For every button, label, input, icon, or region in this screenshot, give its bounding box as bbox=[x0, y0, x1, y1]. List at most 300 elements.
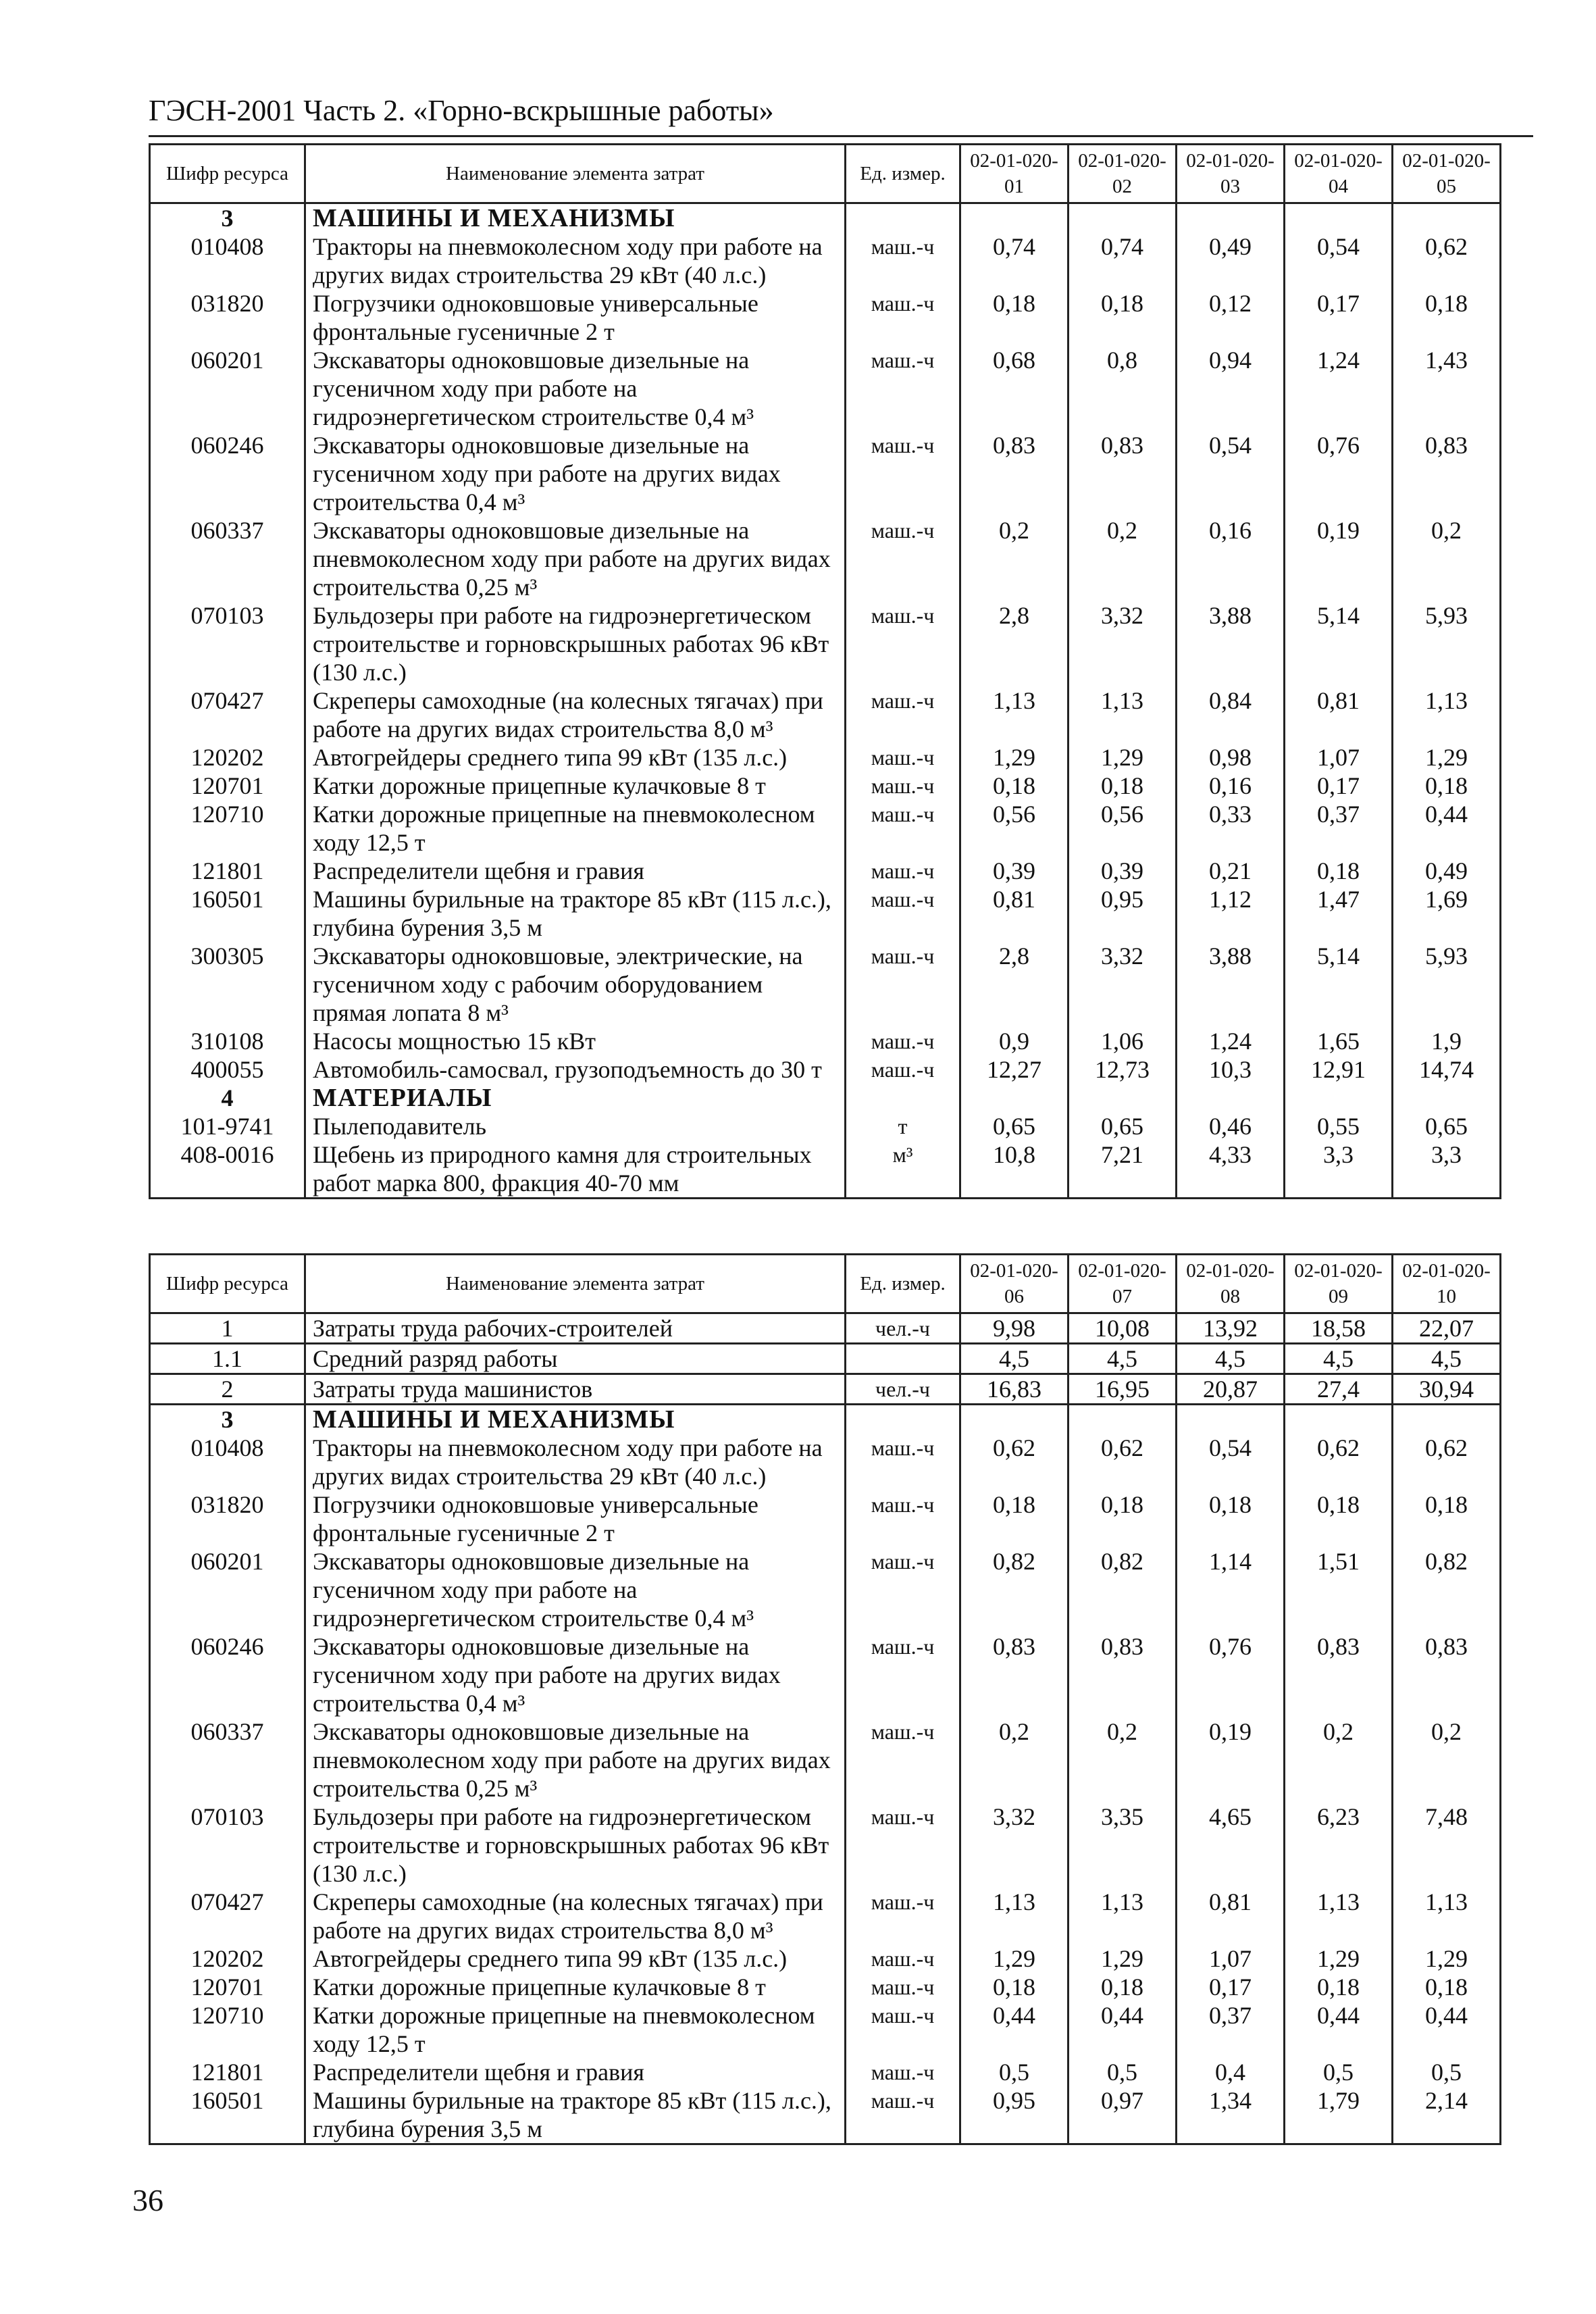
table-row bbox=[150, 1313, 1501, 1344]
value-cell: 3,32 bbox=[1069, 942, 1177, 1027]
value-cell: 4,5 bbox=[1069, 1344, 1177, 1374]
value-cell: 1,29 bbox=[960, 1944, 1069, 1973]
value-cell: 0,12 bbox=[1177, 289, 1285, 346]
value-cell: 0,18 bbox=[1177, 1490, 1285, 1547]
value-cell bbox=[1393, 1084, 1501, 1112]
value-cell: 0,83 bbox=[1285, 1632, 1393, 1717]
unit-cell: маш.-ч bbox=[846, 1973, 960, 2001]
table-body bbox=[150, 203, 1501, 1199]
page-header: ГЭСН-2001 Часть 2. «Горно-вскрышные работы» bbox=[149, 94, 774, 127]
value-cell: 0,44 bbox=[1393, 2001, 1501, 2058]
table-row bbox=[150, 1055, 1501, 1084]
table-header-row bbox=[150, 1255, 1501, 1313]
resource-name: Пылеподавитель bbox=[305, 1112, 846, 1140]
header-col: 02-01-020-10 bbox=[1393, 1255, 1501, 1313]
resource-name: Затраты труда рабочих-строителей bbox=[305, 1313, 846, 1344]
header-col: 02-01-020-01 bbox=[960, 145, 1069, 203]
resource-code: 408-0016 bbox=[150, 1140, 305, 1199]
value-cell: 0,65 bbox=[960, 1112, 1069, 1140]
value-cell: 0,2 bbox=[1393, 516, 1501, 601]
value-cell: 0,4 bbox=[1177, 2058, 1285, 2086]
value-cell: 0,2 bbox=[1285, 1717, 1393, 1803]
resource-name: Насосы мощностью 15 кВт bbox=[305, 1027, 846, 1055]
value-cell: 0,18 bbox=[960, 289, 1069, 346]
resource-name: Бульдозеры при работе на гидроэнергетическом строительстве и горновскрышных работах 96 кВт (130 л.с.) bbox=[305, 601, 846, 686]
value-cell: 0,2 bbox=[1069, 1717, 1177, 1803]
value-cell: 0,18 bbox=[1285, 1490, 1393, 1547]
value-cell: 22,07 bbox=[1393, 1313, 1501, 1344]
resource-code: 120701 bbox=[150, 1973, 305, 2001]
unit-cell: маш.-ч bbox=[846, 232, 960, 289]
value-cell: 1,14 bbox=[1177, 1547, 1285, 1632]
value-cell: 1,79 bbox=[1285, 2086, 1393, 2144]
resource-code: 120701 bbox=[150, 772, 305, 800]
header-code: Шифр ресурса bbox=[150, 1255, 305, 1313]
value-cell: 14,74 bbox=[1393, 1055, 1501, 1084]
unit-cell: маш.-ч bbox=[846, 686, 960, 743]
section-title: МАШИНЫ И МЕХАНИЗМЫ bbox=[305, 203, 846, 233]
value-cell: 1,65 bbox=[1285, 1027, 1393, 1055]
value-cell: 9,98 bbox=[960, 1313, 1069, 1344]
value-cell: 0,44 bbox=[1069, 2001, 1177, 2058]
value-cell: 16,95 bbox=[1069, 1374, 1177, 1405]
value-cell: 13,92 bbox=[1177, 1313, 1285, 1344]
unit-cell: маш.-ч bbox=[846, 1717, 960, 1803]
table-row bbox=[150, 2086, 1501, 2144]
value-cell: 5,93 bbox=[1393, 601, 1501, 686]
value-cell: 1,13 bbox=[1393, 686, 1501, 743]
value-cell: 1,13 bbox=[1069, 686, 1177, 743]
value-cell: 0,56 bbox=[960, 800, 1069, 857]
value-cell: 1,24 bbox=[1177, 1027, 1285, 1055]
resource-name: Скреперы самоходные (на колесных тягачах) при работе на других видах строительства 8,0 м³ bbox=[305, 1888, 846, 1944]
value-cell: 0,39 bbox=[1069, 857, 1177, 885]
value-cell: 3,3 bbox=[1285, 1140, 1393, 1199]
resource-name: Тракторы на пневмоколесном ходу при работе на других видах строительства 29 кВт (40 л.с.) bbox=[305, 1434, 846, 1490]
table-row bbox=[150, 289, 1501, 346]
header-name: Наименование элемента затрат bbox=[305, 145, 846, 203]
table-row bbox=[150, 431, 1501, 516]
resource-code: 1 bbox=[150, 1313, 305, 1344]
value-cell: 5,14 bbox=[1285, 601, 1393, 686]
value-cell: 0,8 bbox=[1069, 346, 1177, 431]
value-cell: 0,65 bbox=[1069, 1112, 1177, 1140]
resource-name: Щебень из природного камня для строительных работ марка 800, фракция 40-70 мм bbox=[305, 1140, 846, 1199]
unit-cell bbox=[846, 1344, 960, 1374]
table-row bbox=[150, 1027, 1501, 1055]
value-cell: 3,88 bbox=[1177, 942, 1285, 1027]
resource-name: Погрузчики одноковшовые универсальные фронтальные гусеничные 2 т bbox=[305, 289, 846, 346]
value-cell: 1,13 bbox=[1393, 1888, 1501, 1944]
value-cell: 0,54 bbox=[1177, 431, 1285, 516]
value-cell: 5,14 bbox=[1285, 942, 1393, 1027]
unit-cell: маш.-ч bbox=[846, 516, 960, 601]
value-cell bbox=[960, 203, 1069, 233]
unit-cell bbox=[846, 1084, 960, 1112]
value-cell: 18,58 bbox=[1285, 1313, 1393, 1344]
value-cell bbox=[1177, 1405, 1285, 1434]
value-cell: 0,49 bbox=[1177, 232, 1285, 289]
value-cell: 1,29 bbox=[1069, 1944, 1177, 1973]
value-cell bbox=[1069, 1084, 1177, 1112]
value-cell: 0,19 bbox=[1285, 516, 1393, 601]
table-row bbox=[150, 1112, 1501, 1140]
value-cell: 1,13 bbox=[1069, 1888, 1177, 1944]
unit-cell: маш.-ч bbox=[846, 942, 960, 1027]
table-row bbox=[150, 1973, 1501, 2001]
value-cell: 0,18 bbox=[960, 1490, 1069, 1547]
value-cell: 1,69 bbox=[1393, 885, 1501, 942]
value-cell: 12,73 bbox=[1069, 1055, 1177, 1084]
value-cell: 0,62 bbox=[1069, 1434, 1177, 1490]
header-col: 02-01-020-04 bbox=[1285, 145, 1393, 203]
section-row bbox=[150, 1405, 1501, 1434]
value-cell bbox=[1285, 1405, 1393, 1434]
table-row bbox=[150, 743, 1501, 772]
value-cell: 1,43 bbox=[1393, 346, 1501, 431]
resource-name: Затраты труда машинистов bbox=[305, 1374, 846, 1405]
value-cell: 1,13 bbox=[1285, 1888, 1393, 1944]
value-cell: 10,3 bbox=[1177, 1055, 1285, 1084]
resource-code: 070103 bbox=[150, 601, 305, 686]
header-unit: Ед. измер. bbox=[846, 1255, 960, 1313]
value-cell: 0,17 bbox=[1177, 1973, 1285, 2001]
value-cell: 0,62 bbox=[1285, 1434, 1393, 1490]
value-cell bbox=[960, 1405, 1069, 1434]
value-cell: 0,18 bbox=[960, 1973, 1069, 2001]
value-cell bbox=[1285, 203, 1393, 233]
value-cell: 0,18 bbox=[1069, 772, 1177, 800]
resource-name: Средний разряд работы bbox=[305, 1344, 846, 1374]
resource-code: 031820 bbox=[150, 1490, 305, 1547]
resource-code: 121801 bbox=[150, 2058, 305, 2086]
value-cell: 0,74 bbox=[960, 232, 1069, 289]
value-cell: 0,44 bbox=[960, 2001, 1069, 2058]
value-cell: 3,88 bbox=[1177, 601, 1285, 686]
value-cell: 2,14 bbox=[1393, 2086, 1501, 2144]
header-rule bbox=[149, 135, 1533, 137]
value-cell: 0,18 bbox=[1069, 1973, 1177, 2001]
value-cell: 7,48 bbox=[1393, 1803, 1501, 1888]
value-cell: 3,32 bbox=[1069, 601, 1177, 686]
value-cell: 3,35 bbox=[1069, 1803, 1177, 1888]
table-row bbox=[150, 1888, 1501, 1944]
resource-code: 120710 bbox=[150, 800, 305, 857]
unit-cell: маш.-ч bbox=[846, 1632, 960, 1717]
table-row bbox=[150, 1803, 1501, 1888]
table-row bbox=[150, 1547, 1501, 1632]
value-cell: 1,24 bbox=[1285, 346, 1393, 431]
table-row bbox=[150, 2001, 1501, 2058]
value-cell: 0,5 bbox=[960, 2058, 1069, 2086]
value-cell: 4,5 bbox=[1177, 1344, 1285, 1374]
unit-cell: маш.-ч bbox=[846, 800, 960, 857]
resource-name: Распределители щебня и гравия bbox=[305, 2058, 846, 2086]
header-name: Наименование элемента затрат bbox=[305, 1255, 846, 1313]
section-row bbox=[150, 1084, 1501, 1112]
value-cell: 0,18 bbox=[1069, 1490, 1177, 1547]
value-cell bbox=[1069, 203, 1177, 233]
value-cell: 12,91 bbox=[1285, 1055, 1393, 1084]
resource-code: 060201 bbox=[150, 346, 305, 431]
resource-name: Катки дорожные прицепные кулачковые 8 т bbox=[305, 1973, 846, 2001]
resource-name: Погрузчики одноковшовые универсальные фронтальные гусеничные 2 т bbox=[305, 1490, 846, 1547]
value-cell: 1,51 bbox=[1285, 1547, 1393, 1632]
resource-code: 400055 bbox=[150, 1055, 305, 1084]
value-cell: 0,83 bbox=[1393, 1632, 1501, 1717]
value-cell: 5,93 bbox=[1393, 942, 1501, 1027]
resource-code: 3 bbox=[150, 203, 305, 233]
unit-cell: м³ bbox=[846, 1140, 960, 1199]
resource-table-1 bbox=[149, 143, 1501, 1199]
unit-cell: маш.-ч bbox=[846, 772, 960, 800]
resource-name: Экскаваторы одноковшовые дизельные на гусеничном ходу при работе на гидроэнергетическом строительстве 0,4 м³ bbox=[305, 346, 846, 431]
value-cell: 0,18 bbox=[1393, 1973, 1501, 2001]
value-cell bbox=[1393, 1405, 1501, 1434]
value-cell bbox=[1285, 1084, 1393, 1112]
value-cell: 0,74 bbox=[1069, 232, 1177, 289]
resource-name: Тракторы на пневмоколесном ходу при работе на других видах строительства 29 кВт (40 л.с.) bbox=[305, 232, 846, 289]
unit-cell: маш.-ч bbox=[846, 1547, 960, 1632]
table-row bbox=[150, 516, 1501, 601]
header-col: 02-01-020-02 bbox=[1069, 145, 1177, 203]
resource-code: 120202 bbox=[150, 1944, 305, 1973]
resource-name: Катки дорожные прицепные на пневмоколесном ходу 12,5 т bbox=[305, 2001, 846, 2058]
header-code: Шифр ресурса bbox=[150, 145, 305, 203]
unit-cell: маш.-ч bbox=[846, 1944, 960, 1973]
table-row bbox=[150, 1490, 1501, 1547]
value-cell: 1,29 bbox=[1069, 743, 1177, 772]
resource-code: 1.1 bbox=[150, 1344, 305, 1374]
value-cell: 0,18 bbox=[1285, 857, 1393, 885]
table-row bbox=[150, 1717, 1501, 1803]
value-cell: 0,81 bbox=[1177, 1888, 1285, 1944]
value-cell: 0,62 bbox=[1393, 232, 1501, 289]
value-cell: 0,2 bbox=[1393, 1717, 1501, 1803]
unit-cell bbox=[846, 203, 960, 233]
resource-code: 060246 bbox=[150, 1632, 305, 1717]
value-cell: 0,62 bbox=[1393, 1434, 1501, 1490]
table-row bbox=[150, 232, 1501, 289]
value-cell: 1,12 bbox=[1177, 885, 1285, 942]
value-cell bbox=[1177, 1084, 1285, 1112]
value-cell: 0,2 bbox=[1069, 516, 1177, 601]
resource-code: 060337 bbox=[150, 516, 305, 601]
value-cell: 0,18 bbox=[1393, 772, 1501, 800]
value-cell: 0,18 bbox=[1393, 289, 1501, 346]
resource-code: 300305 bbox=[150, 942, 305, 1027]
unit-cell: маш.-ч bbox=[846, 743, 960, 772]
table-row bbox=[150, 1344, 1501, 1374]
value-cell: 2,8 bbox=[960, 601, 1069, 686]
resource-name: Экскаваторы одноковшовые дизельные на пневмоколесном ходу при работе на других видах строительства 0,25 м³ bbox=[305, 516, 846, 601]
resource-code: 120710 bbox=[150, 2001, 305, 2058]
value-cell: 0,62 bbox=[960, 1434, 1069, 1490]
value-cell: 0,76 bbox=[1285, 431, 1393, 516]
value-cell: 0,81 bbox=[1285, 686, 1393, 743]
resource-code: 060201 bbox=[150, 1547, 305, 1632]
resource-name: Экскаваторы одноковшовые дизельные на пневмоколесном ходу при работе на других видах строительства 0,25 м³ bbox=[305, 1717, 846, 1803]
resource-name: Экскаваторы одноковшовые дизельные на гусеничном ходу при работе на других видах строительства 0,4 м³ bbox=[305, 1632, 846, 1717]
value-cell: 0,9 bbox=[960, 1027, 1069, 1055]
value-cell: 0,21 bbox=[1177, 857, 1285, 885]
value-cell: 27,4 bbox=[1285, 1374, 1393, 1405]
value-cell: 0,46 bbox=[1177, 1112, 1285, 1140]
value-cell: 0,94 bbox=[1177, 346, 1285, 431]
section-title: МАШИНЫ И МЕХАНИЗМЫ bbox=[305, 1405, 846, 1434]
unit-cell: маш.-ч bbox=[846, 601, 960, 686]
resource-name: Скреперы самоходные (на колесных тягачах) при работе на других видах строительства 8,0 м³ bbox=[305, 686, 846, 743]
table-row bbox=[150, 346, 1501, 431]
value-cell: 10,8 bbox=[960, 1140, 1069, 1199]
value-cell: 0,83 bbox=[1393, 431, 1501, 516]
unit-cell: чел.-ч bbox=[846, 1313, 960, 1344]
unit-cell: маш.-ч bbox=[846, 885, 960, 942]
value-cell: 10,08 bbox=[1069, 1313, 1177, 1344]
value-cell: 0,54 bbox=[1177, 1434, 1285, 1490]
value-cell: 0,83 bbox=[960, 431, 1069, 516]
value-cell: 0,16 bbox=[1177, 772, 1285, 800]
value-cell: 3,32 bbox=[960, 1803, 1069, 1888]
value-cell: 0,65 bbox=[1393, 1112, 1501, 1140]
unit-cell bbox=[846, 1405, 960, 1434]
value-cell: 0,68 bbox=[960, 346, 1069, 431]
resource-code: 3 bbox=[150, 1405, 305, 1434]
value-cell: 1,13 bbox=[960, 1888, 1069, 1944]
value-cell: 0,5 bbox=[1393, 2058, 1501, 2086]
resource-name: Машины бурильные на тракторе 85 кВт (115 л.с.), глубина бурения 3,5 м bbox=[305, 2086, 846, 2144]
header-col: 02-01-020-03 bbox=[1177, 145, 1285, 203]
value-cell: 0,33 bbox=[1177, 800, 1285, 857]
value-cell: 1,9 bbox=[1393, 1027, 1501, 1055]
table-row bbox=[150, 772, 1501, 800]
table-row bbox=[150, 885, 1501, 942]
header-col: 02-01-020-05 bbox=[1393, 145, 1501, 203]
resource-code: 070427 bbox=[150, 1888, 305, 1944]
table-row bbox=[150, 857, 1501, 885]
table-row bbox=[150, 1944, 1501, 1973]
value-cell bbox=[1069, 1405, 1177, 1434]
header-col: 02-01-020-06 bbox=[960, 1255, 1069, 1313]
unit-cell: маш.-ч bbox=[846, 1803, 960, 1888]
value-cell: 0,97 bbox=[1069, 2086, 1177, 2144]
resource-code: 4 bbox=[150, 1084, 305, 1112]
value-cell: 0,2 bbox=[960, 516, 1069, 601]
unit-cell: т bbox=[846, 1112, 960, 1140]
value-cell: 0,17 bbox=[1285, 289, 1393, 346]
value-cell: 0,84 bbox=[1177, 686, 1285, 743]
value-cell: 0,82 bbox=[1393, 1547, 1501, 1632]
resource-name: Катки дорожные прицепные на пневмоколесном ходу 12,5 т bbox=[305, 800, 846, 857]
header-col: 02-01-020-07 bbox=[1069, 1255, 1177, 1313]
resource-name: Бульдозеры при работе на гидроэнергетическом строительстве и горновскрышных работах 96 кВт (130 л.с.) bbox=[305, 1803, 846, 1888]
resource-code: 070103 bbox=[150, 1803, 305, 1888]
value-cell: 0,83 bbox=[1069, 1632, 1177, 1717]
value-cell: 0,55 bbox=[1285, 1112, 1393, 1140]
unit-cell: чел.-ч bbox=[846, 1374, 960, 1405]
value-cell: 20,87 bbox=[1177, 1374, 1285, 1405]
value-cell bbox=[960, 1084, 1069, 1112]
resource-name: Распределители щебня и гравия bbox=[305, 857, 846, 885]
table-row bbox=[150, 942, 1501, 1027]
value-cell: 0,2 bbox=[960, 1717, 1069, 1803]
table-row bbox=[150, 686, 1501, 743]
unit-cell: маш.-ч bbox=[846, 1055, 960, 1084]
resource-name: Автогрейдеры среднего типа 99 кВт (135 л.с.) bbox=[305, 743, 846, 772]
unit-cell: маш.-ч bbox=[846, 2086, 960, 2144]
unit-cell: маш.-ч bbox=[846, 1027, 960, 1055]
resource-name: Машины бурильные на тракторе 85 кВт (115 л.с.), глубина бурения 3,5 м bbox=[305, 885, 846, 942]
value-cell: 1,34 bbox=[1177, 2086, 1285, 2144]
value-cell: 1,29 bbox=[1393, 743, 1501, 772]
value-cell: 4,33 bbox=[1177, 1140, 1285, 1199]
resource-name: Катки дорожные прицепные кулачковые 8 т bbox=[305, 772, 846, 800]
unit-cell: маш.-ч bbox=[846, 2001, 960, 2058]
value-cell: 12,27 bbox=[960, 1055, 1069, 1084]
value-cell: 0,54 bbox=[1285, 232, 1393, 289]
value-cell: 30,94 bbox=[1393, 1374, 1501, 1405]
resource-code: 160501 bbox=[150, 2086, 305, 2144]
resource-code: 101-9741 bbox=[150, 1112, 305, 1140]
table-row bbox=[150, 800, 1501, 857]
section-row bbox=[150, 203, 1501, 233]
resource-name: Автомобиль-самосвал, грузоподъемность до 30 т bbox=[305, 1055, 846, 1084]
value-cell: 4,5 bbox=[1393, 1344, 1501, 1374]
value-cell: 0,44 bbox=[1285, 2001, 1393, 2058]
unit-cell: маш.-ч bbox=[846, 346, 960, 431]
table-row bbox=[150, 2058, 1501, 2086]
resource-code: 2 bbox=[150, 1374, 305, 1405]
table-row bbox=[150, 1434, 1501, 1490]
value-cell: 0,82 bbox=[1069, 1547, 1177, 1632]
value-cell: 2,8 bbox=[960, 942, 1069, 1027]
resource-code: 060337 bbox=[150, 1717, 305, 1803]
value-cell: 0,18 bbox=[1285, 1973, 1393, 2001]
resource-code: 010408 bbox=[150, 232, 305, 289]
value-cell: 1,06 bbox=[1069, 1027, 1177, 1055]
value-cell: 0,5 bbox=[1285, 2058, 1393, 2086]
unit-cell: маш.-ч bbox=[846, 1434, 960, 1490]
resource-name: Автогрейдеры среднего типа 99 кВт (135 л.с.) bbox=[305, 1944, 846, 1973]
table-header-row bbox=[150, 145, 1501, 203]
table-row bbox=[150, 601, 1501, 686]
resource-code: 070427 bbox=[150, 686, 305, 743]
resource-code: 010408 bbox=[150, 1434, 305, 1490]
value-cell: 0,81 bbox=[960, 885, 1069, 942]
value-cell: 0,44 bbox=[1393, 800, 1501, 857]
value-cell: 0,76 bbox=[1177, 1632, 1285, 1717]
value-cell bbox=[1393, 203, 1501, 233]
value-cell: 0,18 bbox=[1069, 289, 1177, 346]
header-col: 02-01-020-09 bbox=[1285, 1255, 1393, 1313]
header-unit: Ед. измер. bbox=[846, 145, 960, 203]
value-cell: 0,82 bbox=[960, 1547, 1069, 1632]
unit-cell: маш.-ч bbox=[846, 431, 960, 516]
resource-code: 121801 bbox=[150, 857, 305, 885]
value-cell: 0,5 bbox=[1069, 2058, 1177, 2086]
resource-name: Экскаваторы одноковшовые дизельные на гусеничном ходу при работе на других видах строительства 0,4 м³ bbox=[305, 431, 846, 516]
resource-table-2 bbox=[149, 1253, 1501, 2145]
resource-code: 120202 bbox=[150, 743, 305, 772]
value-cell: 0,83 bbox=[960, 1632, 1069, 1717]
value-cell: 4,65 bbox=[1177, 1803, 1285, 1888]
value-cell: 0,18 bbox=[1393, 1490, 1501, 1547]
value-cell: 1,07 bbox=[1177, 1944, 1285, 1973]
value-cell: 1,13 bbox=[960, 686, 1069, 743]
unit-cell: маш.-ч bbox=[846, 1888, 960, 1944]
section-title: МАТЕРИАЛЫ bbox=[305, 1084, 846, 1112]
resource-code: 310108 bbox=[150, 1027, 305, 1055]
